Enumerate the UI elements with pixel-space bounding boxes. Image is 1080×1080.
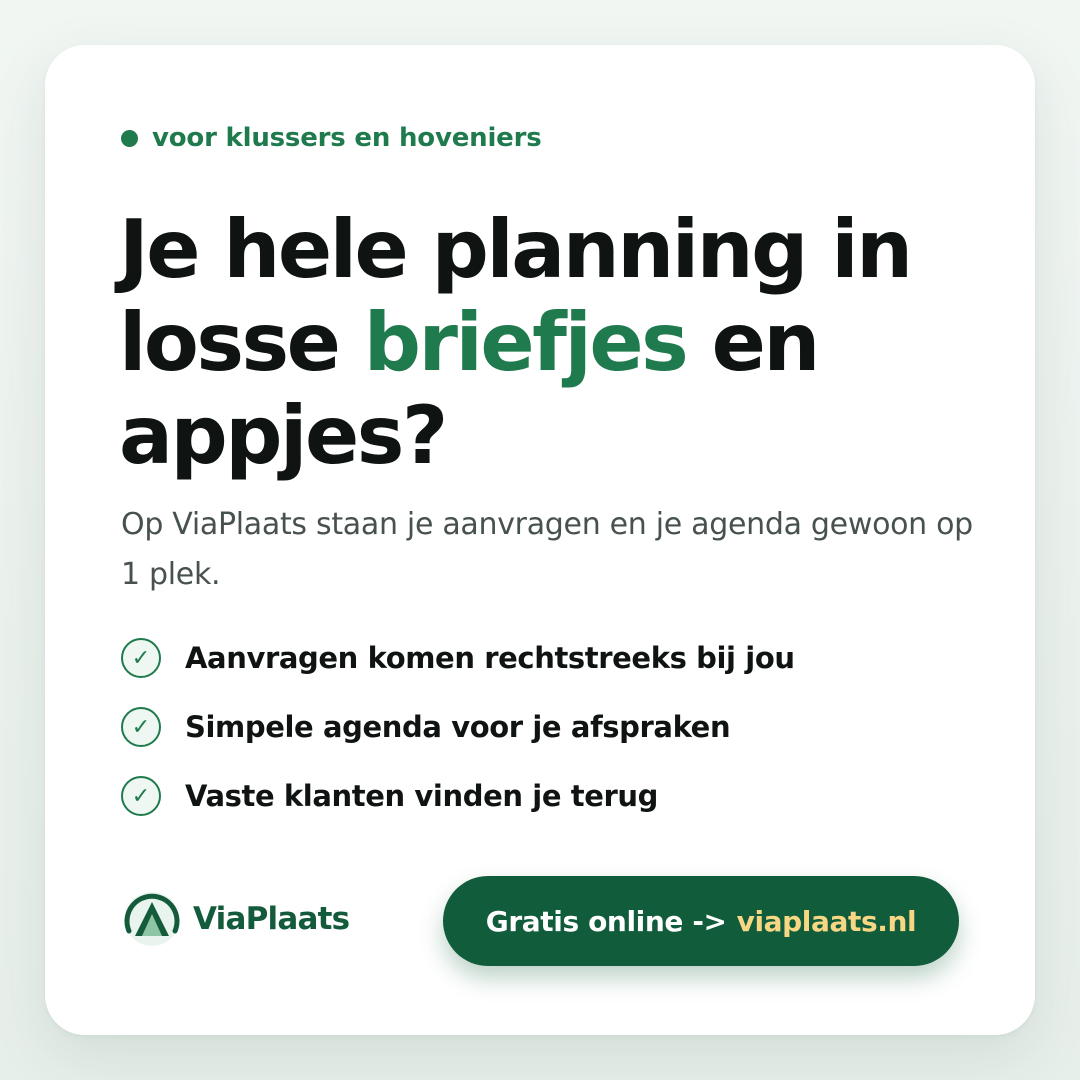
dot-icon [121, 130, 138, 147]
check-circle-icon: ✓ [121, 776, 161, 816]
feature-text: Aanvragen komen rechtstreeks bij jou [185, 641, 795, 675]
feature-item [121, 704, 795, 750]
ad-card [45, 45, 1035, 1035]
check-circle-icon: ✓ [121, 638, 161, 678]
feature-text: Simpele agenda voor je afspraken [185, 710, 731, 744]
eyebrow [121, 123, 542, 153]
headline-part1: Je hele planning in losse [119, 203, 911, 389]
cta-button[interactable] [443, 876, 959, 966]
feature-text: Vaste klanten vinden je terug [185, 779, 659, 813]
headline-part2: en appjes? [119, 296, 818, 482]
headline-accent: briefjes [363, 296, 687, 389]
subtitle: Op ViaPlaats staan je aanvragen en je agenda gewoon op 1 plek. [121, 507, 973, 592]
brand-logo [123, 890, 349, 948]
cta-url[interactable]: viaplaats.nl [736, 904, 917, 938]
feature-item [121, 773, 795, 819]
logo-text: ViaPlaats [193, 901, 350, 937]
feature-item [121, 635, 795, 681]
eyebrow-text: voor klussers en hoveniers [152, 123, 542, 153]
feature-list [121, 635, 795, 842]
check-circle-icon: ✓ [121, 707, 161, 747]
viaplaats-logo-icon [123, 890, 181, 948]
headline [119, 203, 979, 482]
cta-label: Gratis online -> [485, 904, 727, 938]
